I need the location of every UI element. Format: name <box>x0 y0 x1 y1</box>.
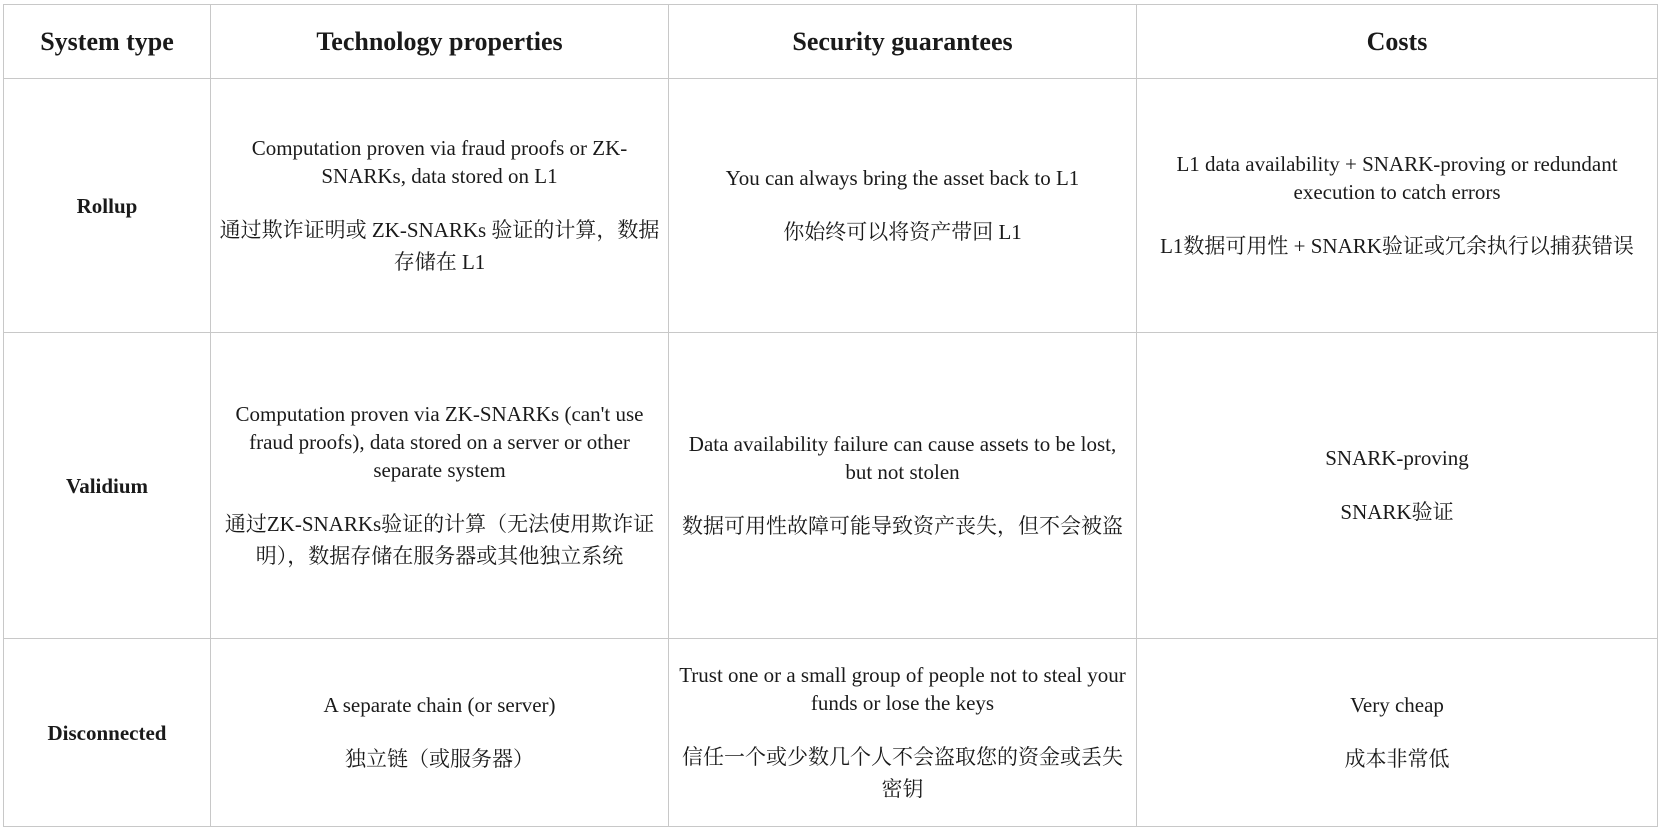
security-text-zh: 你始终可以将资产带回 L1 <box>783 219 1022 244</box>
costs-cell <box>1137 639 1658 827</box>
header-security-guarantees: Security guarantees <box>669 5 1137 79</box>
comparison-table-container <box>3 4 1658 827</box>
system-type-cell: Disconnected <box>4 639 211 827</box>
costs-cell <box>1137 333 1658 639</box>
table-row-validium <box>4 333 1658 639</box>
technology-text-zh: 通过欺诈证明或 ZK-SNARKs 验证的计算，数据存储在 L1 <box>219 217 660 274</box>
security-text-zh: 数据可用性故障可能导致资产丧失，但不会被盗 <box>682 513 1123 538</box>
costs-text-zh: SNARK验证 <box>1340 499 1454 524</box>
costs-text-en: L1 data availability + SNARK-proving or redundant execution to catch errors <box>1176 151 1618 204</box>
technology-cell <box>211 639 669 827</box>
technology-text-en: Computation proven via fraud proofs or ZK-SNARKs, data stored on L1 <box>251 135 628 188</box>
technology-text-en: A separate chain (or server) <box>323 692 556 717</box>
costs-text-en: Very cheap <box>1350 692 1444 717</box>
header-system-type: System type <box>4 5 211 79</box>
header-technology-properties: Technology properties <box>211 5 669 79</box>
costs-text-zh: 成本非常低 <box>1344 746 1450 771</box>
table-header-row <box>4 5 1658 79</box>
costs-text-en: SNARK-proving <box>1325 445 1469 470</box>
system-comparison-table <box>3 4 1658 827</box>
costs-text-zh: L1数据可用性 + SNARK验证或冗余执行以捕获错误 <box>1160 233 1634 258</box>
header-costs: Costs <box>1137 5 1658 79</box>
table-row-disconnected <box>4 639 1658 827</box>
technology-text-en: Computation proven via ZK-SNARKs (can't use fraud proofs), data stored on a server or other separate system <box>235 401 644 482</box>
security-cell <box>669 333 1137 639</box>
security-text-en: You can always bring the asset back to L1 <box>725 165 1080 190</box>
security-text-en: Data availability failure can cause assets to be lost, but not stolen <box>688 431 1117 484</box>
table-row-rollup <box>4 79 1658 333</box>
technology-cell <box>211 79 669 333</box>
technology-text-zh: 独立链（或服务器） <box>345 746 534 771</box>
technology-text-zh: 通过ZK-SNARKs验证的计算（无法使用欺诈证明），数据存储在服务器或其他独立系统 <box>224 511 655 568</box>
costs-cell <box>1137 79 1658 333</box>
technology-cell <box>211 333 669 639</box>
security-cell <box>669 79 1137 333</box>
system-type-cell: Validium <box>4 333 211 639</box>
security-cell <box>669 639 1137 827</box>
security-text-zh: 信任一个或少数几个人不会盗取您的资金或丢失密钥 <box>682 744 1123 801</box>
security-text-en: Trust one or a small group of people not to steal your funds or lose the keys <box>679 662 1126 715</box>
system-type-cell: Rollup <box>4 79 211 333</box>
